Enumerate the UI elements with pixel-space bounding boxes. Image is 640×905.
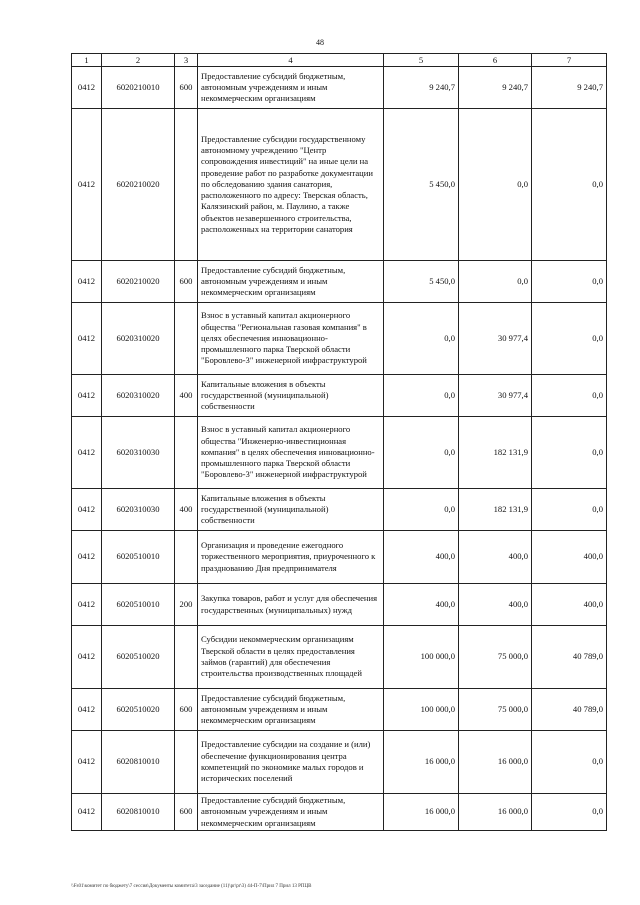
- amount-col6-cell: 30 977,4: [459, 375, 532, 417]
- amount-col6-cell: 400,0: [459, 584, 532, 626]
- description-cell: Капитальные вложения в объекты государственной (муниципальной) собственности: [198, 489, 384, 531]
- type-cell: [175, 417, 198, 489]
- type-cell: [175, 109, 198, 261]
- type-cell: 600: [175, 689, 198, 731]
- type-cell: 400: [175, 375, 198, 417]
- table-row: [72, 261, 607, 303]
- table-row: [72, 626, 607, 689]
- code-cell: 6020210020: [102, 109, 175, 261]
- amount-col7-cell: 0,0: [532, 489, 607, 531]
- table-row: [72, 109, 607, 261]
- budget-table: [71, 53, 607, 831]
- table-header-row: [72, 54, 607, 67]
- code-cell: 6020510020: [102, 689, 175, 731]
- col-header-2: 2: [102, 54, 175, 67]
- amount-col5-cell: 0,0: [384, 303, 459, 375]
- amount-col7-cell: 0,0: [532, 261, 607, 303]
- amount-col7-cell: 400,0: [532, 584, 607, 626]
- amount-col5-cell: 16 000,0: [384, 731, 459, 794]
- col-header-6: 6: [459, 54, 532, 67]
- code-cell: 6020810010: [102, 794, 175, 831]
- col-header-5: 5: [384, 54, 459, 67]
- code-cell: 6020310020: [102, 375, 175, 417]
- col-header-4: 4: [198, 54, 384, 67]
- page-number: 48: [316, 38, 324, 47]
- amount-col7-cell: 40 789,0: [532, 689, 607, 731]
- table-row: [72, 731, 607, 794]
- section-cell: 0412: [72, 67, 102, 109]
- amount-col7-cell: 0,0: [532, 303, 607, 375]
- amount-col7-cell: 0,0: [532, 794, 607, 831]
- description-cell: Субсидии некоммерческим организациям Тверской области в целях предоставления займов (гарантий) для обеспечения строительства производственных площадей: [198, 626, 384, 689]
- amount-col6-cell: 75 000,0: [459, 626, 532, 689]
- amount-col6-cell: 400,0: [459, 531, 532, 584]
- type-cell: [175, 731, 198, 794]
- description-cell: Предоставление субсидии на создание и (или) обеспечение функционирования центра компетенций по экономике малых городов и исторических поселений: [198, 731, 384, 794]
- code-cell: 6020510010: [102, 584, 175, 626]
- code-cell: 6020310020: [102, 303, 175, 375]
- amount-col7-cell: 40 789,0: [532, 626, 607, 689]
- section-cell: 0412: [72, 794, 102, 831]
- section-cell: 0412: [72, 303, 102, 375]
- type-cell: [175, 303, 198, 375]
- code-cell: 6020810010: [102, 731, 175, 794]
- description-cell: Взнос в уставный капитал акционерного общества "Региональная газовая компания" в целях обеспечения инновационно-промышленного парка Тверской области "Боровлево-3" инженерной инфраструктурой: [198, 303, 384, 375]
- description-cell: Предоставление субсидий бюджетным, автономным учреждениям и иным некоммерческим организациям: [198, 67, 384, 109]
- section-cell: 0412: [72, 375, 102, 417]
- code-cell: 6020210020: [102, 261, 175, 303]
- amount-col5-cell: 9 240,7: [384, 67, 459, 109]
- amount-col6-cell: 0,0: [459, 261, 532, 303]
- amount-col5-cell: 0,0: [384, 489, 459, 531]
- description-cell: Закупка товаров, работ и услуг для обеспечения государственных (муниципальных) нужд: [198, 584, 384, 626]
- amount-col6-cell: 16 000,0: [459, 794, 532, 831]
- description-cell: Предоставление субсидий бюджетным, автономным учреждениям и иным некоммерческим организациям: [198, 261, 384, 303]
- section-cell: 0412: [72, 531, 102, 584]
- description-cell: Взнос в уставный капитал акционерного общества "Инженерно-инвестиционная компания" в целях обеспечения инновационно-промышленного парка Тверской области "Боровлево-3" инженерной инфраструктурой: [198, 417, 384, 489]
- table-row: [72, 531, 607, 584]
- code-cell: 6020310030: [102, 417, 175, 489]
- type-cell: 200: [175, 584, 198, 626]
- type-cell: [175, 626, 198, 689]
- col-header-7: 7: [532, 54, 607, 67]
- amount-col7-cell: 0,0: [532, 375, 607, 417]
- amount-col5-cell: 5 450,0: [384, 109, 459, 261]
- amount-col7-cell: 0,0: [532, 417, 607, 489]
- table-row: [72, 689, 607, 731]
- amount-col5-cell: 400,0: [384, 531, 459, 584]
- description-cell: Капитальные вложения в объекты государственной (муниципальной) собственности: [198, 375, 384, 417]
- amount-col6-cell: 75 000,0: [459, 689, 532, 731]
- amount-col7-cell: 0,0: [532, 731, 607, 794]
- table-row: [72, 584, 607, 626]
- description-cell: Предоставление субсидий бюджетным, автономным учреждениям и иным некоммерческим организациям: [198, 689, 384, 731]
- section-cell: 0412: [72, 731, 102, 794]
- amount-col6-cell: 30 977,4: [459, 303, 532, 375]
- amount-col5-cell: 16 000,0: [384, 794, 459, 831]
- table-row: [72, 303, 607, 375]
- code-cell: 6020510020: [102, 626, 175, 689]
- amount-col7-cell: 0,0: [532, 109, 607, 261]
- code-cell: 6020510010: [102, 531, 175, 584]
- section-cell: 0412: [72, 417, 102, 489]
- amount-col6-cell: 0,0: [459, 109, 532, 261]
- amount-col6-cell: 182 131,9: [459, 417, 532, 489]
- code-cell: 6020210010: [102, 67, 175, 109]
- footer-file-path: \\Fs01\комитет по бюджету\7 сессия\Документы комитета\3 заседание (11)\pr\pr\3) 44-П-7\Прил 7 Прил 13 РПЦВ: [71, 884, 312, 889]
- amount-col5-cell: 0,0: [384, 417, 459, 489]
- table-row: [72, 417, 607, 489]
- table-row: [72, 794, 607, 831]
- section-cell: 0412: [72, 489, 102, 531]
- description-cell: Организация и проведение ежегодного торжественного мероприятия, приуроченного к празднованию Дня предпринимателя: [198, 531, 384, 584]
- type-cell: 400: [175, 489, 198, 531]
- table-row: [72, 489, 607, 531]
- amount-col7-cell: 400,0: [532, 531, 607, 584]
- table-row: [72, 375, 607, 417]
- section-cell: 0412: [72, 109, 102, 261]
- section-cell: 0412: [72, 689, 102, 731]
- amount-col6-cell: 9 240,7: [459, 67, 532, 109]
- col-header-3: 3: [175, 54, 198, 67]
- description-cell: Предоставление субсидий бюджетным, автономным учреждениям и иным некоммерческим организациям: [198, 794, 384, 831]
- section-cell: 0412: [72, 626, 102, 689]
- amount-col5-cell: 5 450,0: [384, 261, 459, 303]
- code-cell: 6020310030: [102, 489, 175, 531]
- section-cell: 0412: [72, 584, 102, 626]
- type-cell: [175, 531, 198, 584]
- amount-col5-cell: 0,0: [384, 375, 459, 417]
- amount-col6-cell: 16 000,0: [459, 731, 532, 794]
- type-cell: 600: [175, 794, 198, 831]
- section-cell: 0412: [72, 261, 102, 303]
- amount-col5-cell: 100 000,0: [384, 689, 459, 731]
- type-cell: 600: [175, 261, 198, 303]
- description-cell: Предоставление субсидии государственному автономному учреждению "Центр сопровождения инвестиций" на иные цели на проведение работ по разработке документации по обследованию здания санатория, расположенного по адресу: Тверская область, Калязинский район, м. Паулино, а также объектов незавершенного строительства, расположенных на территории санатория: [198, 109, 384, 261]
- amount-col6-cell: 182 131,9: [459, 489, 532, 531]
- amount-col5-cell: 100 000,0: [384, 626, 459, 689]
- col-header-1: 1: [72, 54, 102, 67]
- amount-col5-cell: 400,0: [384, 584, 459, 626]
- amount-col7-cell: 9 240,7: [532, 67, 607, 109]
- table-row: [72, 67, 607, 109]
- type-cell: 600: [175, 67, 198, 109]
